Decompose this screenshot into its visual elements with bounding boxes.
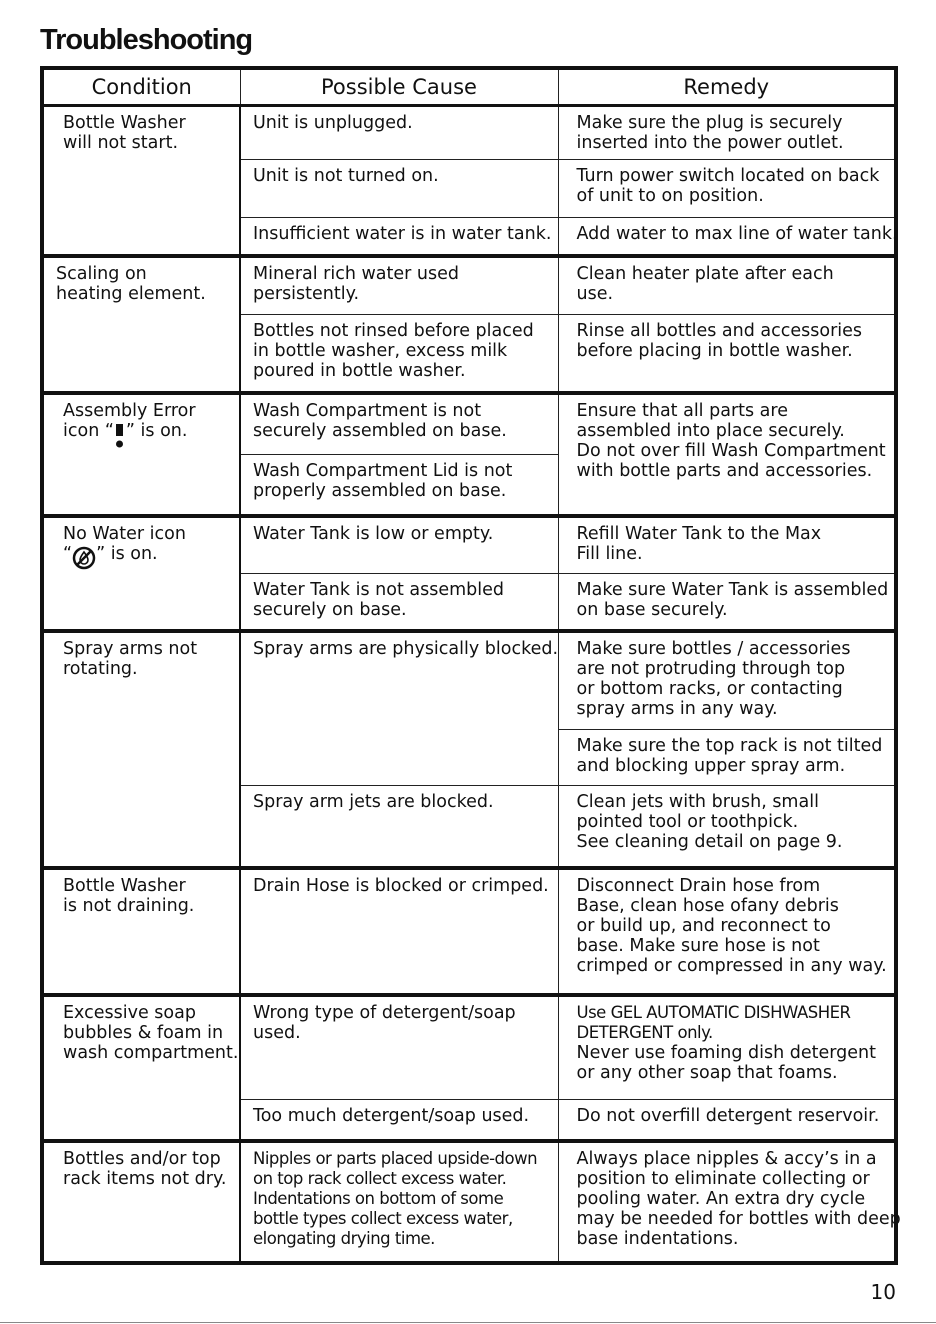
cause-line: elongating drying time. [253, 1229, 435, 1248]
cause-cell [240, 217, 558, 256]
condition-cell [42, 393, 240, 516]
condition-cell [42, 631, 240, 868]
remedy-cell [558, 868, 896, 995]
cause-line: Spray arm jets are blocked. [253, 791, 494, 812]
cause-line: properly assembled on base. [253, 480, 507, 501]
remedy-line: pooling water. An extra dry cycle [576, 1189, 866, 1209]
remedy-line: are not protruding through top [576, 659, 846, 679]
remedy-line: Make sure Water Tank is assembled [576, 579, 889, 600]
cause-line: Water Tank is not assembled [253, 579, 504, 600]
remedy-line: on base securely. [576, 599, 728, 620]
condition-line [63, 544, 231, 575]
remedy-line: Make sure the top rack is not tilted [576, 735, 883, 756]
condition-cell [42, 256, 240, 393]
cause-line: Too much detergent/soap used. [253, 1105, 530, 1126]
condition-text: ” is on. [125, 421, 188, 441]
condition-text: ” is on. [96, 544, 158, 564]
remedy-line: Use GEL AUTOMATIC DISHWASHER [576, 1003, 851, 1022]
condition-cell [42, 995, 240, 1141]
cause-cell [240, 393, 558, 454]
cause-line: securely on base. [253, 599, 407, 620]
remedy-line: base. Make sure hose is not [576, 936, 820, 956]
page-title: Troubleshooting [40, 24, 253, 56]
cause-cell [240, 516, 558, 573]
remedy-line: pointed tool or toothpick. [576, 811, 799, 832]
condition-line: Bottle Washer [63, 112, 186, 133]
remedy-cell [558, 1099, 896, 1141]
cause-line: Wrong type of detergent/soap [253, 1003, 516, 1023]
remedy-line: Make sure bottles / accessories [576, 639, 851, 659]
remedy-line: before placing in bottle washer. [576, 340, 853, 361]
cause-cell [240, 159, 558, 217]
condition-line: is not draining. [63, 896, 195, 916]
remedy-cell [558, 393, 896, 516]
remedy-cell [558, 1141, 901, 1263]
table-row [42, 631, 896, 729]
remedy-line: Clean jets with brush, small [576, 791, 819, 812]
condition-line: Excessive soap [63, 1003, 196, 1023]
header-row [42, 68, 896, 105]
cause-cell [240, 995, 558, 1099]
remedy-cell [558, 314, 896, 393]
header-condition: Condition [42, 68, 240, 105]
remedy-line: base indentations. [576, 1229, 739, 1249]
page-number: 10 [870, 1280, 896, 1304]
table-row [42, 393, 896, 454]
condition-line: wash compartment. [63, 1043, 239, 1063]
cause-cell [240, 105, 558, 159]
condition-cell [42, 868, 240, 995]
remedy-line: See cleaning detail on page 9. [576, 831, 843, 852]
remedy-line: Base, clean hose ofany debris [576, 896, 839, 916]
exclamation-icon [114, 421, 126, 454]
remedy-cell [558, 785, 896, 868]
cause-line: Insufficient water is in water tank. [253, 223, 552, 244]
cause-line: Wash Compartment is not [253, 401, 482, 421]
bottom-divider [0, 1322, 936, 1323]
remedy-line: Clean heater plate after each [576, 264, 834, 284]
remedy-line: Fill line. [576, 544, 643, 564]
header-remedy: Remedy [558, 68, 896, 105]
cause-cell [240, 785, 558, 868]
remedy-line: or bottom racks, or contacting [576, 679, 843, 699]
condition-line: rotating. [63, 659, 138, 679]
cause-cell [240, 868, 558, 995]
table-row [42, 516, 896, 573]
condition-line [63, 421, 231, 454]
remedy-line: Turn power switch located on back [576, 165, 880, 186]
remedy-line: Rinse all bottles and accessories [576, 320, 863, 341]
cause-line: Bottles not rinsed before placed [253, 320, 534, 341]
remedy-line: and blocking upper spray arm. [576, 755, 846, 776]
cause-line: poured in bottle washer. [253, 360, 466, 381]
cause-line: Water Tank is low or empty. [253, 524, 494, 544]
remedy-line: spray arms in any way. [576, 699, 778, 719]
remedy-line: DETERGENT only. [576, 1023, 713, 1042]
remedy-cell [558, 995, 896, 1099]
remedy-line: position to eliminate collecting or [576, 1169, 870, 1189]
remedy-cell [558, 217, 896, 256]
remedy-line: Ensure that all parts are [576, 401, 788, 421]
condition-cell [42, 1141, 240, 1263]
table-row [42, 105, 896, 159]
condition-text: “ [63, 544, 73, 564]
remedy-cell [558, 256, 896, 314]
condition-line: bubbles & foam in [63, 1023, 224, 1043]
remedy-cell [558, 159, 896, 217]
cause-cell [240, 1099, 558, 1141]
condition-cell [42, 105, 240, 256]
remedy-line: or any other soap that foams. [576, 1063, 838, 1083]
cause-line: Drain Hose is blocked or crimped. [253, 876, 549, 896]
remedy-line: inserted into the power outlet. [576, 132, 844, 153]
remedy-line: Never use foaming dish detergent [576, 1043, 876, 1063]
cause-line: on top rack collect excess water. [253, 1169, 507, 1188]
cause-cell [240, 454, 558, 516]
remedy-line: use. [576, 284, 614, 304]
condition-line: No Water icon [63, 524, 186, 544]
condition-text: icon “ [63, 421, 114, 441]
remedy-cell [558, 516, 896, 573]
remedy-cell [558, 631, 896, 729]
remedy-line: Refill Water Tank to the Max [576, 524, 822, 544]
table-row [42, 995, 896, 1099]
cause-line: Wash Compartment Lid is not [253, 460, 513, 481]
table-row [42, 256, 896, 314]
table-row [42, 1141, 896, 1263]
remedy-line: Always place nipples & accy’s in a [576, 1149, 877, 1169]
no-water-icon [72, 544, 96, 575]
troubleshooting-table [40, 66, 901, 1265]
cause-line: Indentations on bottom of some [253, 1189, 504, 1208]
cause-line: bottle types collect excess water, [253, 1209, 513, 1228]
cause-line: used. [253, 1023, 301, 1043]
condition-cell [42, 516, 240, 631]
condition-line: Bottles and/or top [63, 1149, 221, 1169]
cause-cell [240, 631, 558, 785]
remedy-line: Do not overfill detergent reservoir. [576, 1105, 880, 1126]
cause-line: persistently. [253, 284, 360, 304]
condition-line: will not start. [63, 132, 179, 153]
cause-line: in bottle washer, excess milk [253, 340, 508, 361]
remedy-line: may be needed for bottles with deep [576, 1209, 901, 1229]
remedy-cell [558, 573, 896, 631]
cause-line: securely assembled on base. [253, 421, 507, 441]
condition-line: heating element. [56, 284, 206, 304]
remedy-line: or build up, and reconnect to [576, 916, 831, 936]
cause-cell [240, 573, 558, 631]
cause-cell [240, 314, 558, 393]
remedy-line: Add water to max line of water tank. [576, 223, 898, 244]
cause-cell [240, 256, 558, 314]
cause-line: Unit is unplugged. [253, 112, 413, 133]
cause-line: Nipples or parts placed upside-down [253, 1149, 538, 1168]
cause-cell [240, 1141, 558, 1263]
remedy-line: with bottle parts and accessories. [576, 461, 873, 481]
remedy-line: assembled into place securely. [576, 421, 845, 441]
remedy-line: Do not over fill Wash Compartment [576, 441, 886, 461]
remedy-cell [558, 105, 896, 159]
header-cause: Possible Cause [240, 68, 558, 105]
condition-line: Scaling on [56, 264, 147, 284]
condition-line: Bottle Washer [63, 876, 186, 896]
remedy-line: of unit to on position. [576, 185, 764, 206]
remedy-line: crimped or compressed in any way. [576, 956, 887, 976]
remedy-line: Make sure the plug is securely [576, 112, 843, 133]
remedy-cell [558, 729, 896, 785]
cause-line: Mineral rich water used [253, 264, 460, 284]
table-row [42, 868, 896, 995]
cause-line: Unit is not turned on. [253, 165, 439, 186]
condition-line: rack items not dry. [63, 1169, 227, 1189]
condition-line: Assembly Error [63, 401, 196, 421]
condition-line: Spray arms not [63, 639, 198, 659]
remedy-line: Disconnect Drain hose from [576, 876, 821, 896]
cause-line: Spray arms are physically blocked. [253, 639, 559, 659]
